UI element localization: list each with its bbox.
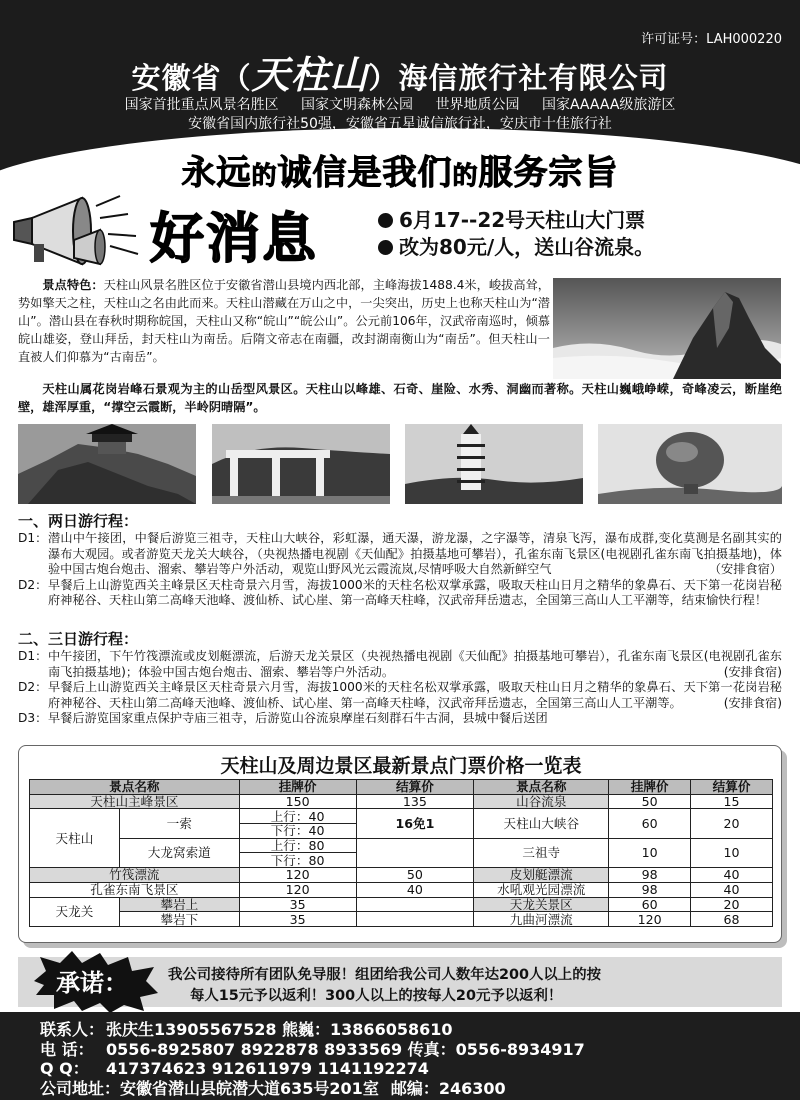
starburst-badge-icon [30, 951, 160, 1013]
itinerary-two-day [18, 512, 782, 609]
photo-strip [18, 424, 782, 504]
contact-qq-row: Q Q： 417374623 912611979 1141192274 [40, 1059, 429, 1078]
table-row: 天柱山主峰景区 150 135 山谷流泉 50 15 [30, 794, 773, 809]
table-row: 孔雀东南飞景区 120 40 水吼观光园漂流 98 40 [30, 882, 773, 897]
good-news-details: 6月17--22号天柱山大门票 改为80元/人，送山谷流泉。 [378, 207, 654, 261]
contact-footer [0, 1012, 800, 1100]
itinerary-two-day-title: 一、两日游行程： [18, 512, 139, 530]
promise-badge-text: 承诺： [56, 969, 128, 997]
scenic-intro: 景点特色：天柱山风景名胜区位于安徽省潜山县境内西北部，主峰海拔1488.4米，峻拔高耸，势如擎天之柱，天柱山之名由此而来。天柱山潜藏在万山之中，一尖突出，历史上也称天柱山为“潜山”。潜山县在春秋时期称皖国，天柱山又称“皖山”“皖公山”。公元前106年，汉武帝南巡时，倾慕皖山雄姿，登山拜岳，封天柱山为南岳。后隋文帝志在南疆，改封湖南衡山为“南岳”。但天柱山一直被人们仰慕为“古南岳”。 [18, 278, 550, 364]
itinerary-three-day-title: 二、三日游行程： [18, 630, 139, 648]
table-header-row: 景点名称 挂牌价 结算价 景点名称 挂牌价 结算价 [30, 780, 773, 795]
price-table-box [18, 745, 782, 943]
scenic-highlight: 天柱山属花岗岩峰石景观为主的山岳型风景区。天柱山以峰雄、石奇、崖险、水秀、洞幽而著称。天柱山巍峨峥嵘，奇峰凌云，断崖绝壁，雄浑厚重，“撑空云霞断，半岭阴晴隔”。 [18, 382, 782, 414]
honors-row-2: 安徽省国内旅行社50强，安徽省五星诚信旅行社，安庆市十佳旅行社 [188, 116, 612, 132]
day-item: D2： 早餐后上山游览西关主峰景区天柱奇景六月雪，海拔1000米的天柱名松双掌承露，吸取天柱山日月之精华的象鼻石、天下第一花岗岩秘府神秘谷、天柱山第二高峰天池峰、渡仙桥、试心崖、第一高峰天柱峰，汉武帝拜岳遗志，全国第三高山人工平潮等，结束愉快行程！ [18, 577, 782, 607]
table-row: 天龙关 攀岩上 35 天龙关景区 60 20 [30, 897, 773, 912]
good-news-title: 好消息 [150, 207, 318, 270]
bullet-icon [378, 240, 393, 255]
day-item: D1： 中午接团，下午竹筏漂流或皮划艇漂流，后游天龙关景区（央视热播电视剧《天仙配》拍摄基地可攀岩），孔雀东南飞景区(电视剧孔雀东南飞拍摄基地)；体验中国古炮台炮击、溜索、攀岩等户外活动。 (安排食宿) [18, 649, 782, 679]
bullet-icon [378, 213, 393, 228]
license-number: 许可证号：LAH000220 [641, 32, 782, 47]
table-row: 竹筏漂流 120 50 皮划艇漂流 98 40 [30, 868, 773, 883]
balanced-rock-photo [598, 424, 782, 504]
pagoda-photo [405, 424, 583, 504]
promise-text: 我公司接待所有团队免导服！组团给我公司人数年达200人以上的按 每人15元予以返利！300人以上的按每人20元予以返利！ [168, 967, 601, 1004]
table-row: 下行：80 [30, 853, 773, 868]
contact-address-row: 公司地址：安徽省潜山县皖潜大道635号201室 邮编：246300 [40, 1078, 506, 1098]
company-name: 安徽省（天柱山）海信旅行社有限公司 [131, 52, 669, 97]
slogan: 永远的诚信是我们的服务宗旨 [181, 153, 619, 193]
temple-on-cliff-photo [18, 424, 196, 504]
mountain-peak-photo [553, 278, 781, 379]
table-row: 下行：40 [30, 824, 773, 839]
megaphone-icon [4, 192, 144, 270]
day-item: D1： 潜山中午接团，中餐后游览三祖寺，天柱山大峡谷，彩虹瀑，通天瀑，游龙瀑，之字瀑等，清泉飞泻，瀑布成群,变化莫测是名副其实的瀑布大观园。或者游览天龙关大峡谷，（央视热播电视剧《天仙配》拍摄基地可攀岩），孔雀东南飞景区(电视剧孔雀东南飞拍摄基地)，体验中国古炮台炮击、溜索、攀岩等户外活动，观览山野风光云霞流岚,尽情呼吸大自然新鲜空气 （安排食宿） [18, 531, 782, 576]
table-row: 攀岩下 35 九曲河漂流 120 68 [30, 912, 773, 927]
price-table-title: 天柱山及周边景区最新景点门票价格一览表 [220, 755, 582, 777]
honors-row-1: 国家首批重点风景名胜区 国家文明森林公园 世界地质公园 国家AAAAA级旅游区 [124, 97, 676, 113]
promise-banner [18, 957, 782, 1007]
contact-person-row: 联系人： 张庆生13905567528 熊巍：13866058610 [40, 1020, 453, 1039]
day-item: D2： 早餐后上山游览西关主峰景区天柱奇景六月雪，海拔1000米的天柱名松双掌承露，吸取天柱山日月之精华的象鼻石、天下第一花岗岩秘府神秘谷、天柱山第二高峰天池峰、渡仙桥、试心崖、第一高峰天柱峰，汉武帝拜岳遗志，全国第三高山人工平潮等。 (安排食宿) [18, 680, 782, 710]
stone-gate-photo [212, 424, 390, 504]
brand-name: 天柱山 [251, 52, 369, 97]
itinerary-three-day [18, 630, 782, 727]
price-table [29, 779, 773, 927]
table-row: 大龙窝索道 上行：80 三祖寺 10 10 [30, 838, 773, 853]
day-item: D3： 早餐后游览国家重点保护寺庙三祖寺，后游览山谷流泉摩崖石刻群石牛古洞，县城中餐后送团 [18, 711, 548, 725]
table-row: 天柱山 一索 上行：40 16免1 天柱山大峡谷 60 20 [30, 809, 773, 824]
contact-phone-row: 电 话： 0556-8925807 8922878 8933569 传真：0556-8934917 [40, 1039, 585, 1059]
